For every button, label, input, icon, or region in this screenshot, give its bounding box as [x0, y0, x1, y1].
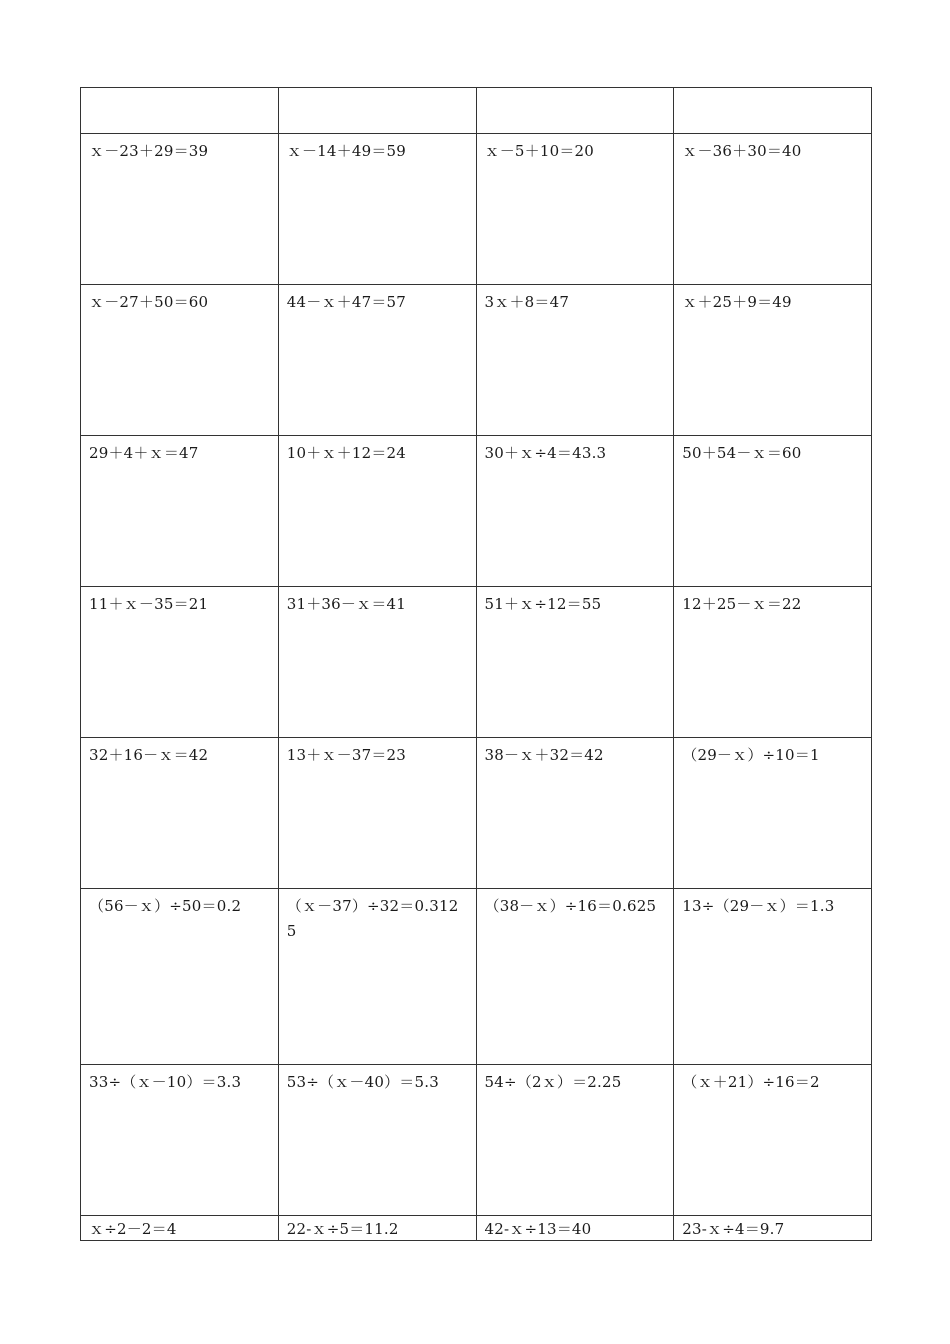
table-row [81, 285, 872, 436]
table-row [81, 587, 872, 738]
equation-cell: ｘ＋25＋9＝49 [674, 285, 872, 436]
header-cell [476, 88, 674, 134]
equation-cell: ｘ－5＋10＝20 [476, 134, 674, 285]
equation-cell: 29＋4＋ｘ＝47 [81, 436, 279, 587]
equation-cell: 33÷（ｘ－10）＝3.3 [81, 1065, 279, 1216]
equation-cell: 11＋ｘ－35＝21 [81, 587, 279, 738]
equation-cell: 53÷（ｘ－40）＝5.3 [278, 1065, 476, 1216]
table-row [81, 1216, 872, 1241]
equation-cell: ｘ÷2－2＝4 [81, 1216, 279, 1241]
equation-cell: 31＋36－ｘ＝41 [278, 587, 476, 738]
equation-cell: 13＋ｘ－37＝23 [278, 738, 476, 889]
equation-cell: 23-ｘ÷4＝9.7 [674, 1216, 872, 1241]
header-cell [81, 88, 279, 134]
table-row [81, 436, 872, 587]
equation-cell: 3ｘ＋8＝47 [476, 285, 674, 436]
equation-cell: ｘ－36＋30＝40 [674, 134, 872, 285]
equation-cell: 13÷（29－ｘ）＝1.3 [674, 889, 872, 1065]
equation-worksheet-table [80, 87, 872, 1241]
equation-cell: 38－ｘ＋32＝42 [476, 738, 674, 889]
equation-cell: ｘ－27＋50＝60 [81, 285, 279, 436]
equation-cell: 22-ｘ÷5＝11.2 [278, 1216, 476, 1241]
equation-cell: 50＋54－ｘ＝60 [674, 436, 872, 587]
equation-cell: 32＋16－ｘ＝42 [81, 738, 279, 889]
header-cell [278, 88, 476, 134]
table-row [81, 134, 872, 285]
equation-cell: （56－ｘ）÷50＝0.2 [81, 889, 279, 1065]
equation-cell: 42-ｘ÷13＝40 [476, 1216, 674, 1241]
header-cell [674, 88, 872, 134]
equation-cell: 10＋ｘ＋12＝24 [278, 436, 476, 587]
equation-cell: 54÷（2ｘ）＝2.25 [476, 1065, 674, 1216]
equation-cell: 44－ｘ＋47＝57 [278, 285, 476, 436]
equation-cell: （38－ｘ）÷16＝0.625 [476, 889, 674, 1065]
equation-cell: 51＋ｘ÷12＝55 [476, 587, 674, 738]
table-row [81, 738, 872, 889]
table-header-row [81, 88, 872, 134]
equation-cell: （ｘ－37）÷32＝0.3125 [278, 889, 476, 1065]
equation-cell: 12＋25－ｘ＝22 [674, 587, 872, 738]
equation-cell: 30＋ｘ÷4＝43.3 [476, 436, 674, 587]
equation-cell: ｘ－14＋49＝59 [278, 134, 476, 285]
table-row [81, 1065, 872, 1216]
equation-cell: （29－ｘ）÷10＝1 [674, 738, 872, 889]
equation-cell: ｘ－23＋29＝39 [81, 134, 279, 285]
equation-cell: （ｘ＋21）÷16＝2 [674, 1065, 872, 1216]
table-row [81, 889, 872, 1065]
